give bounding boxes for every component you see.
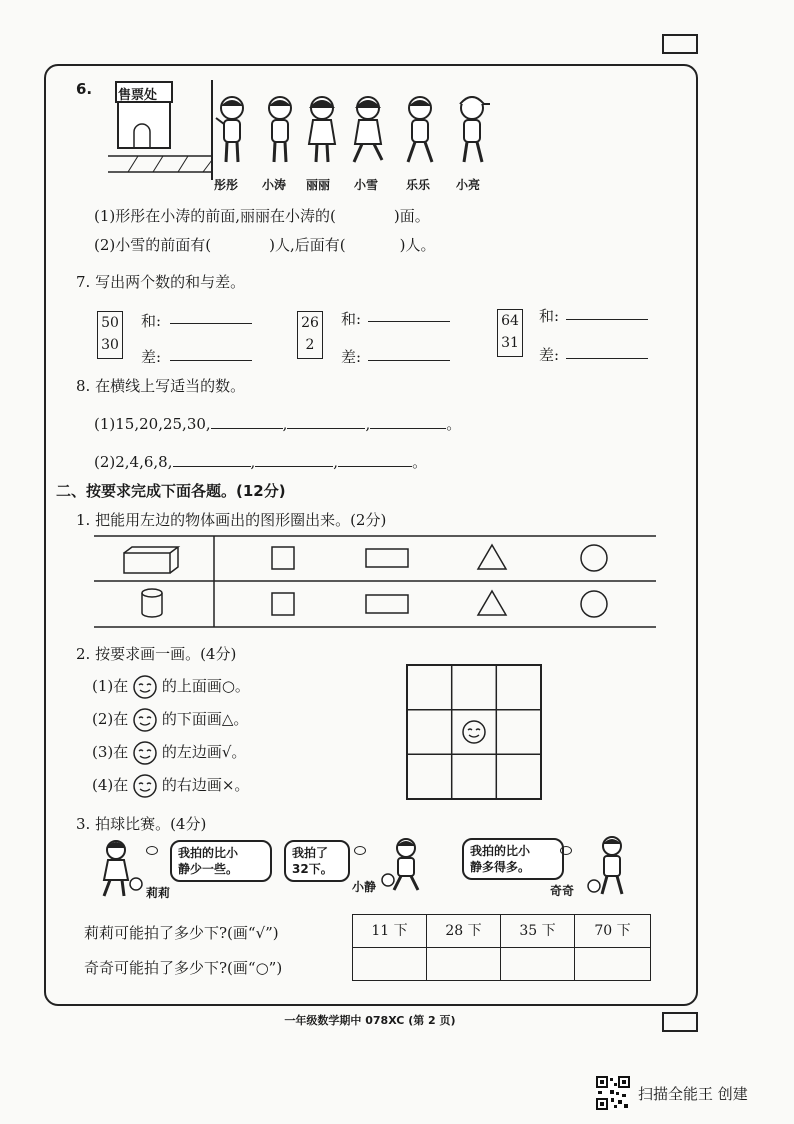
q8-seq2: [94, 451, 427, 472]
center-smiley-icon: [463, 721, 485, 743]
diff-blank-1[interactable]: [170, 346, 252, 361]
q8-seq2-comma2: ,: [333, 453, 339, 471]
num-box-3-a: 64: [501, 313, 519, 329]
smiley-icon: [133, 675, 157, 699]
q7-title: 7. 写出两个数的和与差。: [76, 273, 246, 291]
q8-seq2-period: 。: [412, 453, 428, 471]
kid-name-4: 小雪: [354, 178, 379, 192]
cylinder-icon: [142, 589, 162, 617]
option-cell-3: 35 下: [500, 914, 575, 948]
answer-cell-3[interactable]: [500, 947, 575, 981]
q8-seq1: [94, 413, 461, 434]
kid-figure-6: [452, 92, 492, 168]
s2q2-title: 2. 按要求画一画。(4分): [76, 645, 237, 663]
q6-number: 6.: [76, 80, 93, 98]
q8-seq1-comma1: ,: [282, 415, 288, 433]
q6-sub1: [94, 205, 430, 226]
kid-name-5: 乐乐: [406, 178, 431, 192]
sum-label-1: 和:: [141, 312, 162, 330]
draw-2-pre: (2)在: [92, 710, 129, 728]
draw-2-post: 的下面画△。: [161, 710, 249, 728]
q8-seq1-blank3[interactable]: [370, 414, 446, 429]
draw-instruction-3: [92, 741, 246, 765]
kid-name-3: 丽丽: [306, 178, 331, 192]
q8-seq1-period: 。: [446, 415, 462, 433]
kid-name-2: 小涛: [262, 178, 287, 192]
kid-figure-5: [400, 94, 440, 168]
kid-name-1: 彤彤: [214, 178, 239, 192]
bubble3-line1: 我拍的比小: [470, 844, 531, 858]
option-cell-4: 70 下: [574, 914, 651, 948]
answer-cell-2[interactable]: [426, 947, 501, 981]
draw-instruction-2: [92, 708, 248, 732]
rectangle-shape-1[interactable]: [366, 549, 408, 567]
q6-sub2-a: (2)小雪的前面有(: [94, 236, 212, 254]
sum-label-2: 和:: [341, 310, 362, 328]
diff-label-3: 差:: [539, 346, 560, 364]
square-shape-2[interactable]: [272, 593, 294, 615]
num-box-1-a: 50: [101, 315, 119, 331]
smiley-icon: [133, 708, 157, 732]
cuboid-icon: [124, 547, 178, 573]
draw-4-post: 的右边画×。: [161, 776, 250, 794]
diff-label-2: 差:: [341, 348, 362, 366]
kid-name-6: 小亮: [456, 178, 481, 192]
kid-figure-2: [262, 94, 298, 168]
sum-blank-3[interactable]: [566, 305, 648, 320]
answer-cell-4[interactable]: [574, 947, 651, 981]
draw-3-post: 的左边画√。: [161, 743, 247, 761]
girl-with-ball-icon: [96, 838, 144, 900]
page-footer: 一年级数学期中 078XC (第 2 页): [284, 1014, 456, 1027]
kid-figure-4: [348, 94, 388, 168]
answer-row-2-label: 奇奇可能拍了多少下?(画“○”): [84, 959, 283, 977]
speech-bubble-3: [462, 838, 564, 880]
triangle-shape-1[interactable]: [478, 545, 506, 569]
section2-title: 二、按要求完成下面各题。(12分): [56, 482, 286, 500]
num-box-1-b: 30: [101, 337, 119, 353]
bubble2-line2: 32下。: [292, 862, 333, 876]
answer-cell-1[interactable]: [352, 947, 427, 981]
smiley-icon: [133, 741, 157, 765]
draw-instruction-1: [92, 675, 250, 699]
boy-with-ball-icon-2: [586, 834, 634, 898]
speaker-name-2: 小静: [352, 880, 377, 894]
q6-sub2: [94, 234, 435, 255]
draw-1-pre: (1)在: [92, 677, 129, 695]
num-box-2-a: 26: [301, 315, 319, 331]
circle-shape-1[interactable]: [581, 545, 607, 571]
bubble2-line1: 我拍了: [292, 846, 329, 860]
bubble1-line2: 静少一些。: [178, 862, 239, 876]
option-cell-2: 28 下: [426, 914, 501, 948]
q6-sub1-end: )面。: [393, 207, 430, 225]
thought-dot-1: [146, 846, 158, 855]
diff-label-1: 差:: [141, 348, 162, 366]
shape-table: [94, 535, 658, 629]
bubble3-line2: 静多得多。: [470, 860, 531, 874]
bubble1-line1: 我拍的比小: [178, 846, 239, 860]
diff-blank-3[interactable]: [566, 344, 648, 359]
kid-figure-3: [304, 94, 340, 168]
draw-3-pre: (3)在: [92, 743, 129, 761]
q8-seq2-comma1: ,: [250, 453, 256, 471]
q8-seq2-blank1[interactable]: [173, 452, 251, 467]
rectangle-shape-2[interactable]: [366, 595, 408, 613]
num-box-2: [297, 311, 323, 359]
corner-box-top: [662, 34, 698, 54]
triangle-shape-2[interactable]: [478, 591, 506, 615]
s2q1-title: 1. 把能用左边的物体画出的图形圈出来。(2分): [76, 511, 387, 529]
watermark-text: 扫描全能王 创建: [638, 1085, 748, 1103]
q8-seq1-blank1[interactable]: [211, 414, 283, 429]
num-box-3-b: 31: [501, 335, 519, 351]
speech-bubble-1: [170, 840, 272, 882]
option-cell-1: 11 下: [352, 914, 427, 948]
q6-sub2-b: )人,后面有(: [269, 236, 346, 254]
sum-blank-1[interactable]: [170, 309, 252, 324]
speaker-name-3: 奇奇: [550, 884, 575, 898]
q8-title: 8. 在横线上写适当的数。: [76, 377, 246, 395]
q8-seq1-comma2: ,: [365, 415, 371, 433]
num-box-3: [497, 309, 523, 357]
boy-with-ball-icon-1: [380, 836, 432, 892]
draw-4-pre: (4)在: [92, 776, 129, 794]
s2q3-title: 3. 拍球比赛。(4分): [76, 815, 207, 833]
speaker-name-1: 莉莉: [146, 886, 171, 900]
sum-label-3: 和:: [539, 307, 560, 325]
q8-seq2-blank2[interactable]: [255, 452, 333, 467]
draw-instruction-4: [92, 774, 249, 798]
q8-seq2-text: (2)2,4,6,8,: [94, 453, 173, 471]
q6-sub2-c: )人。: [399, 236, 436, 254]
drawing-grid[interactable]: [406, 664, 542, 800]
num-box-1: [97, 311, 123, 359]
q8-seq1-blank2[interactable]: [287, 414, 365, 429]
thought-dot-2: [354, 846, 366, 855]
q8-seq2-blank3[interactable]: [338, 452, 412, 467]
kid-figure-1: [214, 94, 250, 168]
sum-blank-2[interactable]: [368, 307, 450, 322]
ticket-sign: 售票处: [118, 88, 158, 103]
speech-bubble-2: [284, 840, 350, 882]
q6-sub1-text: (1)形彤在小涛的前面,丽丽在小涛的(: [94, 207, 336, 225]
draw-1-post: 的上面画○。: [161, 677, 250, 695]
thought-dot-3: [560, 846, 572, 855]
num-box-2-b: 2: [305, 337, 315, 353]
q8-seq1-text: (1)15,20,25,30,: [94, 415, 211, 433]
qr-code-icon: [596, 1076, 630, 1110]
answer-row-1-label: 莉莉可能拍了多少下?(画“√”): [84, 924, 279, 942]
diff-blank-2[interactable]: [368, 346, 450, 361]
square-shape-1[interactable]: [272, 547, 294, 569]
smiley-icon: [133, 774, 157, 798]
circle-shape-2[interactable]: [581, 591, 607, 617]
